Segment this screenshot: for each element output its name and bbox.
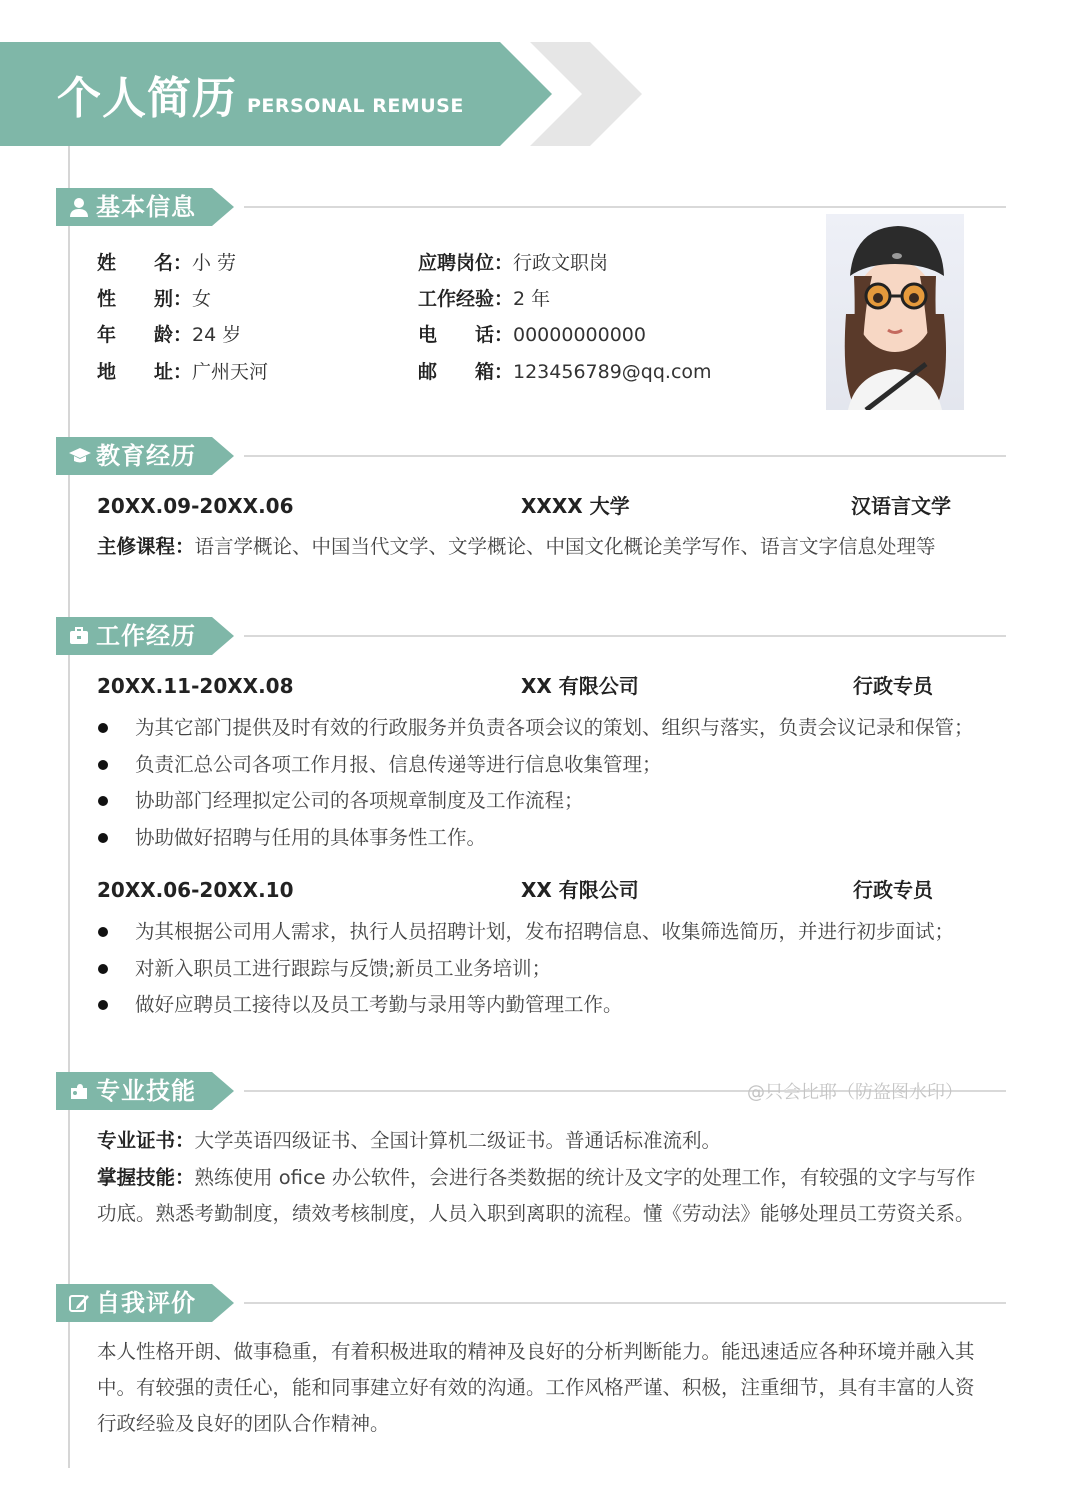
skill-label: 掌握技能：: [97, 1166, 195, 1189]
info-label: 地 址：: [97, 361, 193, 383]
cert-label: 专业证书：: [97, 1129, 195, 1152]
page-subtitle: PERSONAL REMUSE: [247, 95, 464, 117]
info-experience: [418, 286, 550, 312]
info-value: 广州天河: [192, 361, 269, 383]
info-label: 应聘岗位：: [418, 252, 514, 274]
courses-text: 语言学概论、中国当代文学、文学概论、中国文化概论美学写作、语言文字信息处理等: [194, 535, 936, 558]
work-duties-1: [97, 710, 997, 856]
section-rule: [244, 635, 1006, 637]
info-value: 24 岁: [192, 324, 242, 346]
info-age: [97, 322, 241, 348]
work-company: XX 有限公司: [521, 674, 639, 698]
self-eval-line: 本人性格开朗、做事稳重，有着积极进取的精神及良好的分析判断能力。能迅速适应各种环境并融入其: [97, 1340, 975, 1363]
list-item: 负责汇总公司各项工作月报、信息传递等进行信息收集管理；: [97, 747, 997, 784]
graduation-cap-icon: [68, 445, 90, 467]
education-courses: [97, 529, 997, 565]
section-title: 基本信息: [96, 193, 196, 221]
section-title: 教育经历: [96, 442, 196, 470]
work-duties-2: [97, 914, 997, 1024]
info-value: 行政文职岗: [513, 252, 609, 274]
profile-photo: [826, 214, 964, 410]
work-row-2: [97, 876, 957, 904]
education-row: [97, 492, 957, 520]
page-title: 个人简历: [57, 73, 237, 124]
section-header-education: [56, 437, 1006, 475]
list-item: 为其根据公司用人需求，执行人员招聘计划，发布招聘信息、收集筛选简历，并进行初步面试；: [97, 914, 997, 951]
education-school: XXXX 大学: [521, 494, 630, 518]
info-value: 女: [192, 288, 212, 310]
list-item: 对新入职员工进行跟踪与反馈;新员工业务培训；: [97, 951, 997, 988]
section-rule: [244, 455, 1006, 457]
info-value: 00000000000: [513, 324, 646, 346]
section-header-self: [56, 1284, 1006, 1322]
info-name: [97, 250, 236, 276]
education-major: 汉语言文学: [851, 494, 951, 518]
education-period: 20XX.09-20XX.06: [97, 494, 294, 518]
info-email: [418, 359, 712, 385]
work-position: 行政专员: [853, 674, 933, 698]
info-position: [418, 250, 608, 276]
person-icon: [68, 196, 90, 218]
info-label: 姓 名：: [97, 252, 193, 274]
skills-cert: [97, 1123, 997, 1159]
work-row-1: [97, 672, 957, 700]
info-value: 2 年: [513, 288, 551, 310]
section-rule: [244, 1302, 1006, 1304]
info-gender: [97, 286, 211, 312]
work-company: XX 有限公司: [521, 878, 639, 902]
info-address: [97, 359, 268, 385]
list-item: 协助做好招聘与任用的具体事务性工作。: [97, 820, 997, 857]
section-rule: [244, 206, 1006, 208]
section-title: 专业技能: [96, 1077, 196, 1105]
work-period: 20XX.06-20XX.10: [97, 878, 294, 902]
list-item: 做好应聘员工接待以及员工考勤与录用等内勤管理工作。: [97, 987, 997, 1024]
info-phone: [418, 322, 646, 348]
info-label: 性 别：: [97, 288, 193, 310]
skills-skill-cont: 功底。熟悉考勤制度，绩效考核制度，人员入职到离职的流程。懂《劳动法》能够处理员工劳资关系。: [97, 1202, 975, 1225]
info-label: 工作经验：: [418, 288, 514, 310]
info-label: 年 龄：: [97, 324, 193, 346]
skill-text: 熟练使用 ofice 办公软件，会进行各类数据的统计及文字的处理工作，有较强的文字与写作: [194, 1166, 976, 1189]
section-title: 自我评价: [96, 1289, 196, 1317]
info-label: 电 话：: [418, 324, 514, 346]
section-header-work: [56, 617, 1006, 655]
info-value: 小 劳: [192, 252, 237, 274]
work-period: 20XX.11-20XX.08: [97, 674, 294, 698]
self-eval-line: 行政经验及良好的团队合作精神。: [97, 1412, 390, 1435]
list-item: 协助部门经理拟定公司的各项规章制度及工作流程；: [97, 783, 997, 820]
edit-icon: [68, 1292, 90, 1314]
work-position: 行政专员: [853, 878, 933, 902]
skills-skill: [97, 1160, 997, 1196]
left-rule: [68, 146, 70, 1468]
list-item: 为其它部门提供及时有效的行政服务并负责各项会议的策划、组织与落实，负责会议记录和保管；: [97, 710, 997, 747]
section-title: 工作经历: [96, 622, 196, 650]
cert-text: 大学英语四级证书、全国计算机二级证书。普通话标准流利。: [194, 1129, 722, 1152]
info-label: 邮 箱：: [418, 361, 514, 383]
watermark-text: @只会比耶（防盗图水印）: [747, 1082, 963, 1103]
info-value: 123456789@qq.com: [513, 361, 712, 383]
self-eval-line: 中。有较强的责任心，能和同事建立好有效的沟通。工作风格严谨、积极，注重细节，具有丰富的人资: [97, 1376, 975, 1399]
briefcase-icon: [68, 625, 90, 647]
puzzle-icon: [68, 1080, 90, 1102]
courses-label: 主修课程：: [97, 535, 195, 558]
